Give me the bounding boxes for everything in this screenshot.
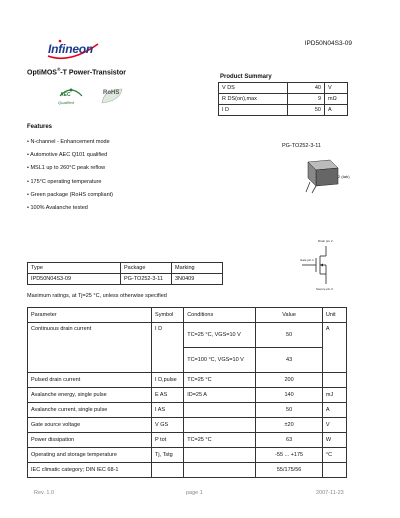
rating-param: Pulsed drain current (28, 373, 152, 388)
list-item: • 100% Avalanche tested (27, 205, 88, 212)
mosfet-schematic-icon (300, 238, 350, 292)
column-header: Symbol (152, 308, 184, 323)
rating-param: Avalanche current, single pulse (28, 403, 152, 418)
rating-value: 63 (256, 433, 323, 448)
product-title-prefix: OptiMOS (27, 69, 57, 77)
summary-param: V DS (219, 83, 288, 94)
column-header: Type (28, 263, 121, 274)
column-header: Parameter (28, 308, 152, 323)
list-item: • Green package (RoHS compliant) (27, 191, 113, 198)
aec-sub-text: Qualified (58, 100, 74, 105)
rating-param: Operating and storage temperature (28, 448, 152, 463)
rating-cond (184, 403, 256, 418)
footer-rev: Rev. 1.0 (34, 490, 55, 496)
rating-symbol: I D,pulse (152, 373, 184, 388)
summary-param: I D (219, 105, 288, 116)
rating-cond: TC=100 °C, VGS=10 V (184, 348, 256, 373)
product-summary-table (218, 82, 348, 116)
ordering-table (27, 262, 223, 285)
rating-value: 200 (256, 373, 323, 388)
footer-date: 2007-11-23 (316, 490, 344, 496)
schematic-drain-label: Drain pin 2 (318, 239, 333, 243)
rating-cond: TC=25 °C (184, 433, 256, 448)
part-number-header: IPD50N04S3-09 (304, 40, 352, 47)
rating-cond (184, 418, 256, 433)
rating-unit (322, 463, 346, 478)
table-row (28, 463, 347, 478)
schematic-gate-label: Gate pin 1 (300, 258, 314, 262)
column-header: Value (256, 308, 323, 323)
list-item: • 175°C operating temperature (27, 178, 102, 185)
rating-param: IEC climatic category; DIN IEC 68-1 (28, 463, 152, 478)
package-drawing-icon (300, 158, 350, 194)
ordering-type: IPD50N04S3-09 (28, 274, 121, 285)
features-title: Features (27, 124, 53, 130)
rating-symbol: P tot (152, 433, 184, 448)
table-row (28, 418, 347, 433)
rating-value: 43 (256, 348, 323, 373)
table-header-row (28, 263, 223, 274)
table-row (219, 105, 348, 116)
column-header: Marking (172, 263, 223, 274)
rating-unit (322, 373, 346, 388)
aec-qualified-badge (58, 84, 84, 108)
rating-value: 55/175/56 (256, 463, 323, 478)
table-row (28, 388, 347, 403)
rating-unit: W (322, 433, 346, 448)
rating-value: ±20 (256, 418, 323, 433)
rating-unit: A (322, 323, 346, 373)
rating-symbol: E AS (152, 388, 184, 403)
summary-unit: mΩ (325, 94, 348, 105)
package-label: PG-TO252-3-11 (282, 143, 321, 149)
summary-value: 50 (288, 105, 325, 116)
product-summary-title: Product Summary (220, 74, 272, 80)
schematic-source-label: Source pin 3 (316, 287, 333, 291)
table-row (28, 403, 347, 418)
column-header: Unit (322, 308, 346, 323)
rating-cond (184, 448, 256, 463)
summary-unit: V (325, 83, 348, 94)
rating-param: Continuous drain current (28, 323, 152, 373)
aec-text: AEC (60, 92, 71, 98)
rating-param: Power dissipation (28, 433, 152, 448)
list-item: • MSL1 up to 260°C peak reflow (27, 165, 106, 172)
summary-param: R DS(on),max (219, 94, 288, 105)
rating-unit: °C (322, 448, 346, 463)
rating-param: Gate source voltage (28, 418, 152, 433)
column-header: Conditions (184, 308, 256, 323)
infineon-logo (44, 38, 102, 62)
summary-unit: A (325, 105, 348, 116)
table-header-row (28, 308, 347, 323)
rohs-text: RoHS (103, 90, 120, 96)
rating-unit: A (322, 403, 346, 418)
table-row (28, 433, 347, 448)
rating-symbol: Tj, Tstg (152, 448, 184, 463)
rating-symbol: V GS (152, 418, 184, 433)
rating-cond: ID=25 A (184, 388, 256, 403)
rating-symbol: I D (152, 323, 184, 373)
rating-value: 50 (256, 323, 323, 348)
product-title (27, 67, 126, 76)
summary-value: 40 (288, 83, 325, 94)
list-item: • Automotive AEC Q101 qualified (27, 152, 108, 159)
summary-value: 9 (288, 94, 325, 105)
rating-value: 50 (256, 403, 323, 418)
table-row (28, 274, 223, 285)
rating-value: -55 ... +175 (256, 448, 323, 463)
table-row (219, 94, 348, 105)
rating-symbol (152, 463, 184, 478)
product-title-suffix: -T Power-Transistor (60, 69, 127, 77)
rating-value: 140 (256, 388, 323, 403)
ordering-package: PG-TO252-3-11 (121, 274, 172, 285)
footer-page: page 1 (186, 490, 203, 496)
rohs-badge (100, 87, 124, 105)
rating-cond: TC=25 °C, VGS=10 V (184, 323, 256, 348)
max-ratings-note: Maximum ratings, at Tj=25 °C, unless otherwise specified (27, 293, 167, 299)
table-row (219, 83, 348, 94)
logo-text: Infineon (48, 42, 94, 56)
rating-unit: V (322, 418, 346, 433)
ordering-marking: 3N0409 (172, 274, 223, 285)
rating-cond: TC=25 °C (184, 373, 256, 388)
rating-param: Avalanche energy, single pulse (28, 388, 152, 403)
table-row (28, 323, 347, 348)
max-ratings-table (27, 307, 347, 478)
column-header: Package (121, 263, 172, 274)
table-row (28, 373, 347, 388)
product-title-sup: ® (56, 67, 61, 72)
list-item: • N-channel - Enhancement mode (27, 139, 110, 145)
features-list (27, 136, 113, 215)
rating-symbol: I AS (152, 403, 184, 418)
package-tab-label: 2 (tab) (338, 174, 350, 179)
table-row (28, 448, 347, 463)
rating-unit: mJ (322, 388, 346, 403)
rating-cond (184, 463, 256, 478)
